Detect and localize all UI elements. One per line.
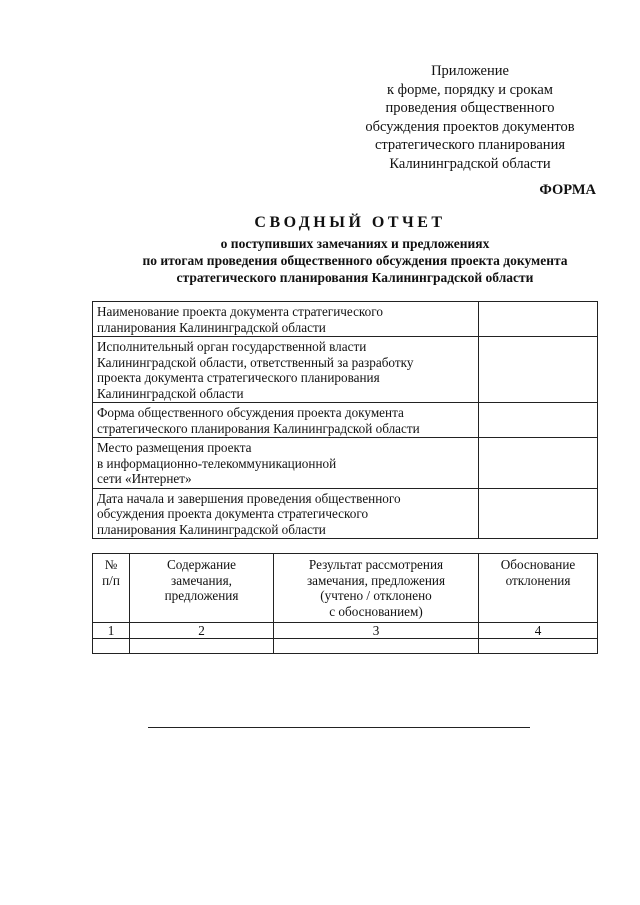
appendix-line: Калининградской области (389, 155, 551, 172)
info-label (93, 403, 479, 438)
info-label (93, 488, 479, 539)
column-number: 2 (130, 623, 274, 639)
appendix-line: проведения общественного (385, 100, 555, 116)
header-line: замечания, (171, 572, 232, 588)
info-value-cell[interactable] (478, 302, 597, 337)
header-line: № (104, 557, 118, 572)
info-label-line: стратегического планирования Калининградской области (97, 420, 420, 436)
header-line: п/п (102, 572, 120, 588)
document-subtitle (55, 235, 640, 286)
appendix-line: Приложение (431, 63, 509, 79)
info-label-line: проекта документа стратегического планирования (97, 370, 380, 385)
subtitle-line: по итогам проведения общественного обсуждения проекта документа (142, 253, 568, 268)
info-value-cell[interactable] (478, 403, 597, 438)
column-header-justification (479, 554, 598, 623)
header-line: отклонения (505, 572, 571, 588)
info-row-responsible-authority (93, 337, 598, 403)
info-label-line: Наименование проекта документа стратегического (97, 304, 383, 319)
column-number: 4 (479, 623, 598, 639)
info-label-line: Место размещения проекта (97, 440, 252, 455)
empty-comment-row (93, 639, 598, 654)
appendix-note (340, 62, 600, 173)
header-line: с обоснованием) (329, 603, 423, 619)
header-line: (учтено / отклонено (320, 588, 432, 603)
table-cell[interactable] (274, 639, 479, 654)
column-header-result (274, 554, 479, 623)
info-row-publication-place (93, 438, 598, 489)
table-cell[interactable] (130, 639, 274, 654)
appendix-line: стратегического планирования (374, 137, 565, 153)
info-label (93, 438, 479, 489)
appendix-line: к форме, порядку и срокам (387, 81, 553, 98)
subtitle-line: стратегического планирования Калининградской области (176, 270, 534, 285)
document-title: СВОДНЫЙ ОТЧЕТ (254, 214, 446, 231)
signature-line (148, 727, 530, 728)
header-line: Содержание (166, 557, 237, 572)
info-label-line: планирования Калининградской области (97, 521, 326, 537)
header-line: Обоснование (500, 557, 576, 572)
table-cell[interactable] (93, 639, 130, 654)
column-header-number (93, 554, 130, 623)
form-label: ФОРМА (539, 182, 596, 198)
info-value-cell[interactable] (478, 337, 597, 403)
info-value-cell[interactable] (478, 438, 597, 489)
header-line: предложения (164, 588, 239, 603)
column-number: 3 (274, 623, 479, 639)
column-number: 1 (93, 623, 130, 639)
info-label-line: обсуждения проекта документа стратегического (97, 506, 369, 521)
info-label-line: Дата начала и завершения проведения общественного (97, 490, 401, 506)
info-label (93, 337, 479, 403)
info-row-dates (93, 488, 598, 539)
header-line: Результат рассмотрения (308, 557, 444, 572)
project-info-table (92, 301, 598, 539)
comments-header-row (93, 554, 598, 623)
info-label (93, 302, 479, 337)
info-label-line: Калининградской области (97, 385, 244, 401)
info-label-line: сети «Интернет» (97, 471, 192, 486)
comments-table (92, 553, 598, 654)
info-label-line: планирования Калининградской области (97, 319, 326, 335)
info-label-line: Исполнительный орган государственной власти (97, 339, 367, 354)
header-line: замечания, предложения (306, 572, 446, 588)
appendix-line: обсуждения проектов документов (365, 118, 575, 135)
info-label-line: Калининградской области, ответственный за разработку (97, 354, 414, 370)
info-label-line: Форма общественного обсуждения проекта документа (97, 405, 404, 420)
info-label-line: в информационно-телекоммуникационной (97, 455, 337, 471)
info-row-project-name (93, 302, 598, 337)
table-cell[interactable] (479, 639, 598, 654)
column-number-row (93, 623, 598, 639)
subtitle-line: о поступивших замечаниях и предложениях (220, 236, 490, 251)
column-header-content (130, 554, 274, 623)
info-row-discussion-form (93, 403, 598, 438)
info-value-cell[interactable] (478, 488, 597, 539)
